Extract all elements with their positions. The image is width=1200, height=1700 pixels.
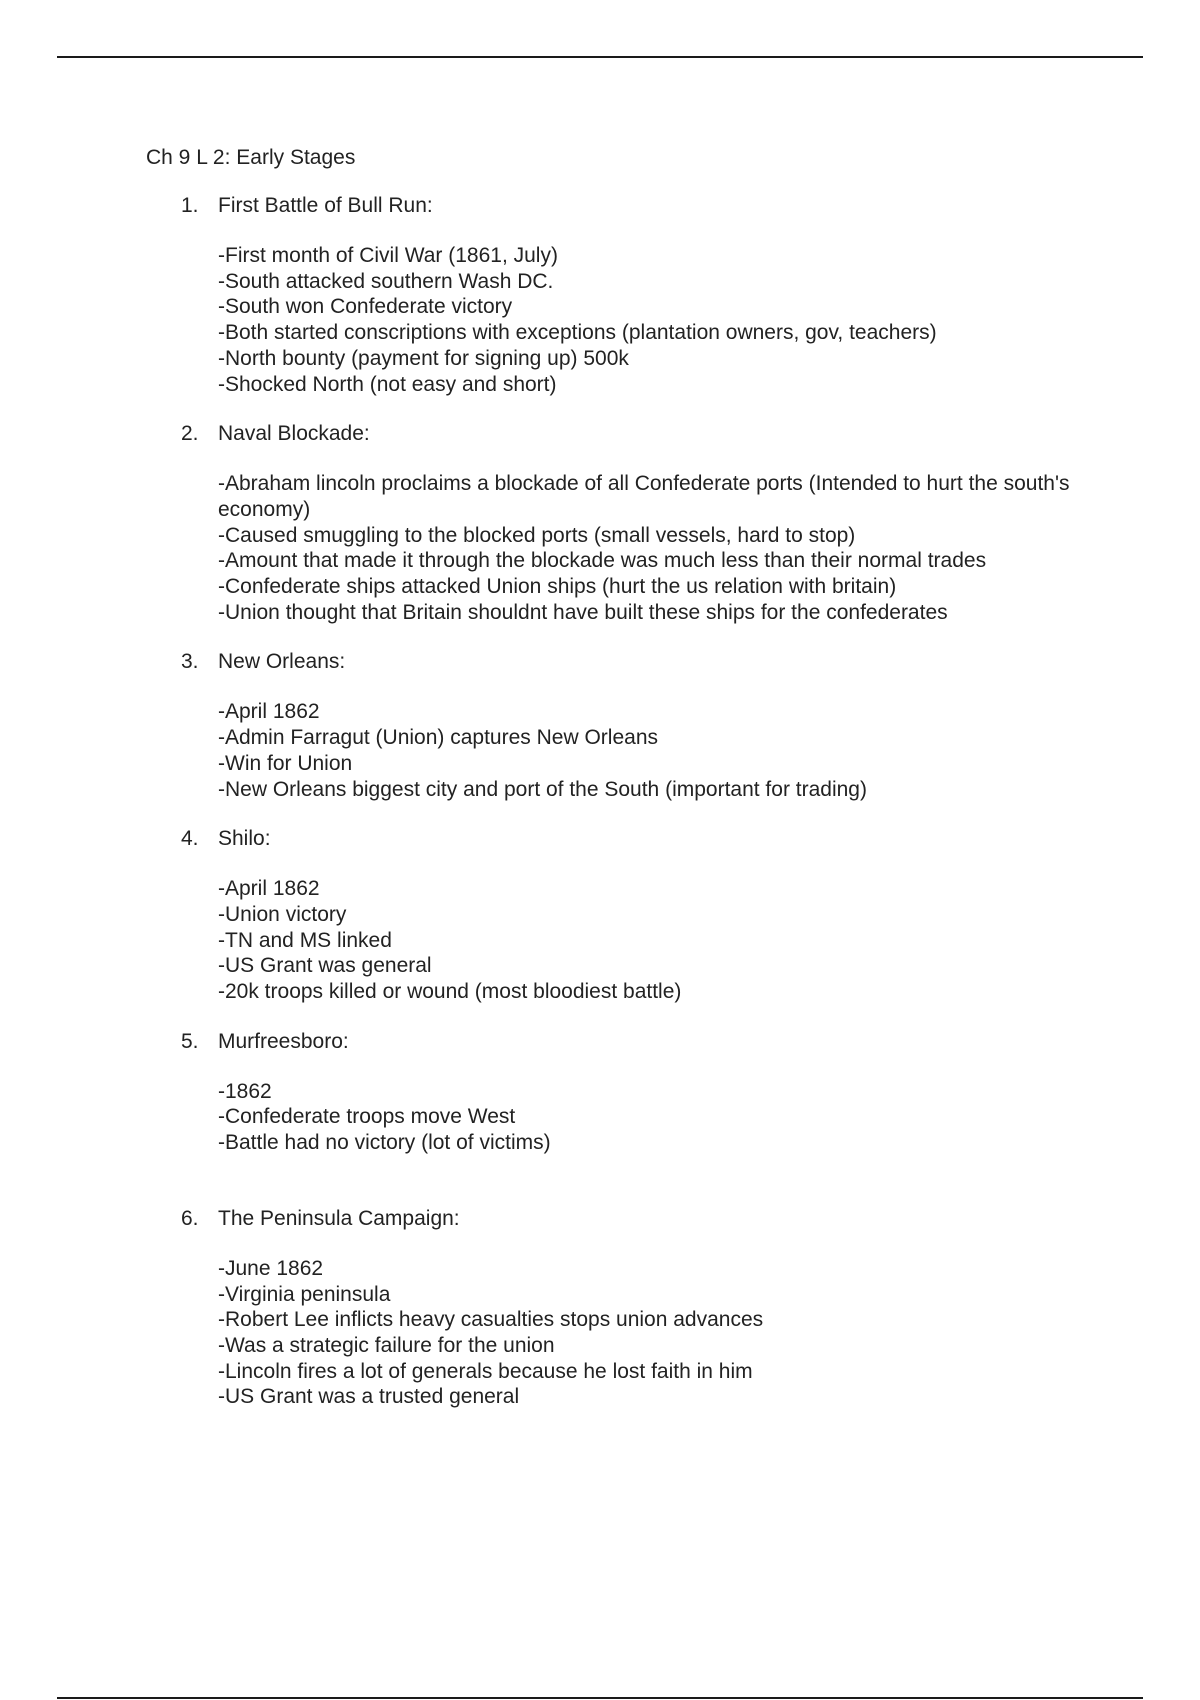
- bullet-item: -Confederate troops move West: [218, 1105, 516, 1129]
- section-number: 5.: [181, 1029, 199, 1053]
- bullet-list: [218, 699, 1076, 802]
- bullet-item: -June 1862: [218, 1256, 324, 1280]
- document-body: [146, 145, 1076, 1434]
- bullet-list: [218, 876, 1076, 1005]
- section-naval-blockade: [146, 421, 1076, 625]
- bullet-item: -Battle had no victory (lot of victims): [218, 1131, 551, 1155]
- section-number: 4.: [181, 827, 199, 851]
- bullet-list: [218, 471, 1076, 625]
- bullet-item: -20k troops killed or wound (most bloodiest battle): [218, 980, 682, 1004]
- bullet-item: -New Orleans biggest city and port of the South (important for trading): [218, 777, 867, 801]
- bullet-item: -Union victory: [218, 902, 347, 926]
- bullet-list: [218, 243, 1076, 397]
- bullet-item: -April 1862: [218, 700, 320, 724]
- bullet-item: -North bounty (payment for signing up) 500k: [218, 346, 629, 370]
- section-peninsula-campaign: [146, 1206, 1076, 1410]
- footer-rule: [57, 1697, 1143, 1699]
- bullet-item: -Lincoln fires a lot of generals because he lost faith in him: [218, 1359, 753, 1383]
- bullet-item: -1862: [218, 1079, 272, 1103]
- bullet-item: -Both started conscriptions with exceptions (plantation owners, gov, teachers): [218, 321, 937, 345]
- bullet-item: -Was a strategic failure for the union: [218, 1333, 555, 1357]
- section-heading: Shilo:: [218, 827, 271, 851]
- document-title: Ch 9 L 2: Early Stages: [146, 146, 356, 169]
- bullet-item: -US Grant was a trusted general: [218, 1385, 520, 1409]
- section-bull-run: [146, 193, 1076, 397]
- bullet-item: -Robert Lee inflicts heavy casualties stops union advances: [218, 1308, 764, 1332]
- header-rule: [57, 56, 1143, 58]
- bullet-item: -TN and MS linked: [218, 928, 392, 952]
- bullet-item: -South won Confederate victory: [218, 295, 513, 319]
- section-new-orleans: [146, 649, 1076, 802]
- bullet-item: -First month of Civil War (1861, July): [218, 244, 558, 267]
- bullet-item: -Shocked North (not easy and short): [218, 372, 557, 396]
- bullet-item: -April 1862: [218, 877, 320, 901]
- section-heading: Naval Blockade:: [218, 422, 370, 446]
- section-heading: Murfreesboro:: [218, 1029, 349, 1053]
- bullet-item: -Win for Union: [218, 751, 353, 775]
- section-number: 6.: [181, 1206, 199, 1230]
- bullet-item: -South attacked southern Wash DC.: [218, 269, 554, 293]
- section-number: 2.: [181, 422, 199, 446]
- section-list: [146, 193, 1076, 1410]
- bullet-item: -Confederate ships attacked Union ships (hurt the us relation with britain): [218, 575, 897, 599]
- bullet-item: -Abraham lincoln proclaims a blockade of all Confederate ports (Intended to hurt the south's economy): [218, 472, 1070, 521]
- bullet-list: [218, 1256, 1076, 1410]
- bullet-item: -Amount that made it through the blockade was much less than their normal trades: [218, 549, 987, 573]
- bullet-list: [218, 1079, 1076, 1156]
- section-heading: New Orleans:: [218, 650, 346, 674]
- section-number: 3.: [181, 650, 199, 674]
- section-heading: The Peninsula Campaign:: [218, 1206, 460, 1230]
- bullet-item: -Virginia peninsula: [218, 1282, 391, 1306]
- section-murfreesboro: [146, 1029, 1076, 1156]
- bullet-item: -US Grant was general: [218, 954, 432, 978]
- section-heading: First Battle of Bull Run:: [218, 194, 433, 217]
- section-number: 1.: [181, 194, 199, 217]
- section-shilo: [146, 826, 1076, 1005]
- bullet-item: -Union thought that Britain shouldnt have built these ships for the confederates: [218, 600, 948, 624]
- bullet-item: -Admin Farragut (Union) captures New Orleans: [218, 726, 658, 750]
- bullet-item: -Caused smuggling to the blocked ports (small vessels, hard to stop): [218, 523, 856, 547]
